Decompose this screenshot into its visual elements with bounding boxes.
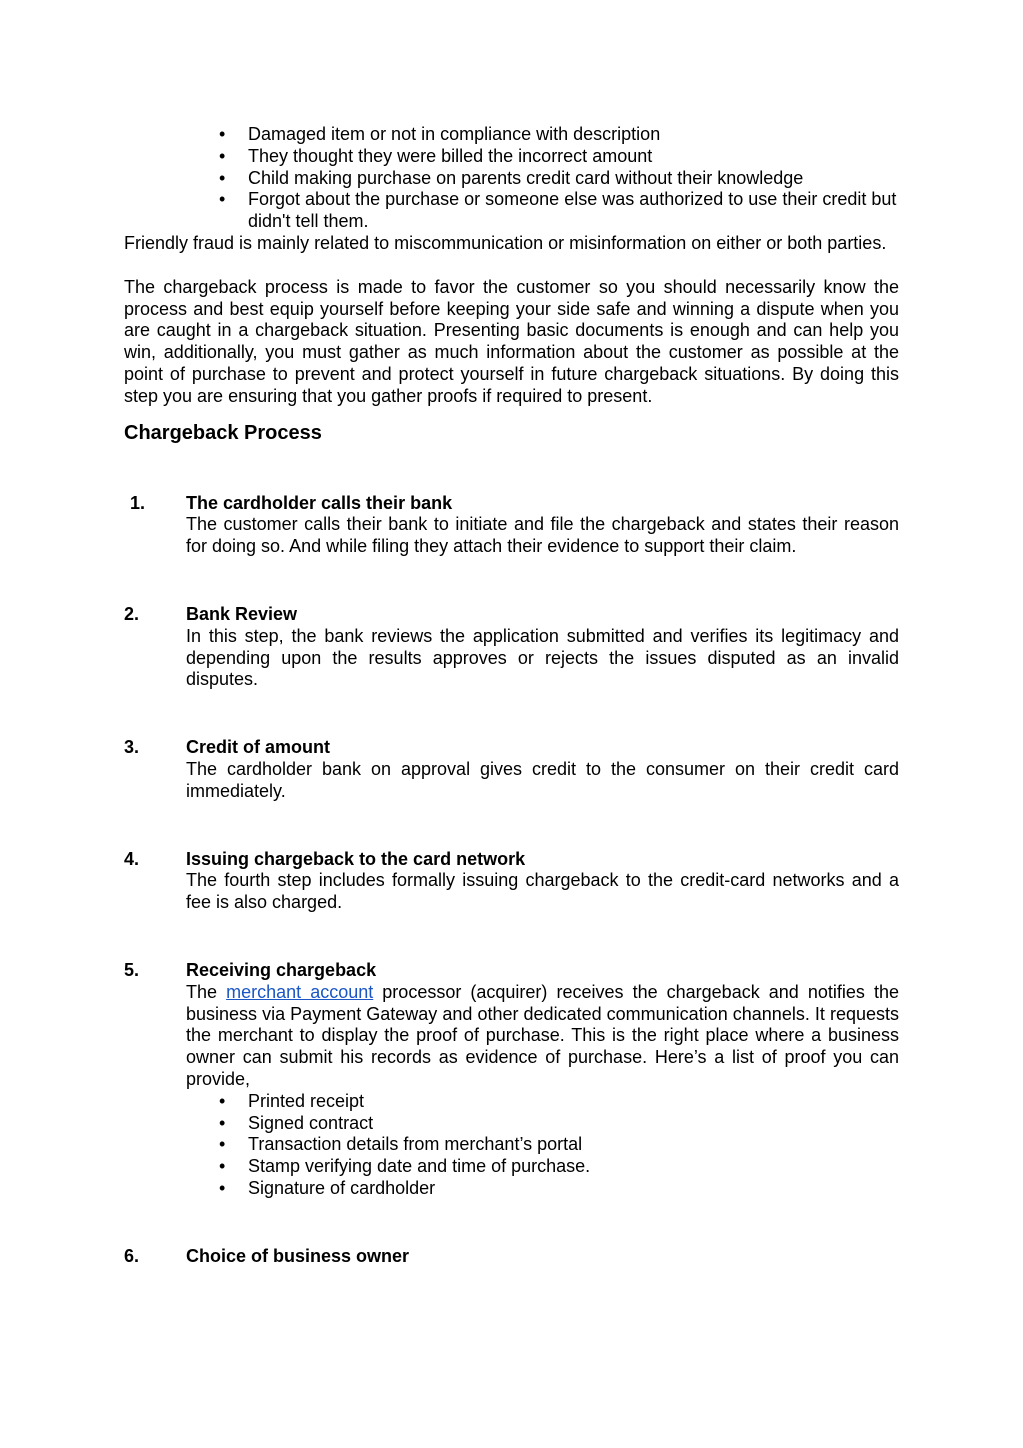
step-title: Bank Review [186,603,298,624]
step-body-suffix: processor (acquirer) receives the chargeback and notifies the business via Payment Gateway and other dedicated communication channels. It requests the merchant to display the proof of purchase. This is the right place where a business owner can submit his records as evidence of purchase. Here’s a list of proof you can provide, [186,981,899,1089]
page-content [124,124,899,1267]
step-2 [124,604,899,691]
step-3 [124,737,899,802]
step-body: The customer calls their bank to initiate and file the chargeback and states their reason for doing so. And while filing they attach their evidence to support their claim. [186,514,899,557]
step-body: The cardholder bank on approval gives credit to the consumer on their credit card immediately. [186,758,899,801]
step-body: The fourth step includes formally issuing chargeback to the credit-card networks and a fee is also charged. [186,870,899,913]
section-heading: Chargeback Process [124,421,322,444]
step-number: 5. [124,959,140,980]
process-paragraph: The chargeback process is made to favor the customer so you should necessarily know the process and best equip yourself before keeping your side safe and winning a dispute when you are caught in a chargeback situation. Presenting basic documents is enough and can help you win, additionally, you must gather as much information about the customer as possible at the point of purchase to prevent and protect yourself in future chargeback situations. By doing this step you are ensuring that you gather proofs if required to present. [124,276,899,406]
list-item: • Signed contract [248,1113,899,1135]
step-6 [124,1246,899,1268]
proof-bullet-list [186,1091,899,1200]
step-number: 4. [124,848,140,869]
step-title: The cardholder calls their bank [186,492,453,513]
list-item: • Transaction details from merchant’s portal [248,1134,899,1156]
step-number: 1. [130,492,146,513]
step-4 [124,849,899,914]
merchant-account-link[interactable]: merchant account [226,981,374,1002]
list-item: • Child making purchase on parents credit card without their knowledge [248,168,899,190]
list-item: • Stamp verifying date and time of purchase. [248,1156,899,1178]
list-item: • They thought they were billed the incorrect amount [248,146,899,168]
intro-bullet-list [124,124,899,233]
step-title: Credit of amount [186,737,330,758]
list-item: • Forgot about the purchase or someone else was authorized to use their credit but didn't tell them. [248,189,899,233]
list-item: • Damaged item or not in compliance with description [248,124,899,146]
step-title: Receiving chargeback [186,959,377,980]
step-1 [124,493,899,558]
step-5 [124,960,899,1200]
step-body: In this step, the bank reviews the application submitted and verifies its legitimacy and depending upon the results approves or rejects the issues disputed as an invalid disputes. [186,625,899,690]
list-item: • Signature of cardholder [248,1178,899,1200]
step-number: 2. [124,603,140,624]
step-number: 3. [124,737,140,758]
step-number: 6. [124,1245,140,1266]
friendly-fraud-paragraph: Friendly fraud is mainly related to miscommunication or misinformation on either or both parties. [124,232,887,253]
step-body [186,982,899,1091]
step-body-prefix: The [186,981,227,1002]
step-title: Issuing chargeback to the card network [186,848,526,869]
step-title: Choice of business owner [186,1245,410,1266]
list-item: • Printed receipt [248,1091,899,1113]
